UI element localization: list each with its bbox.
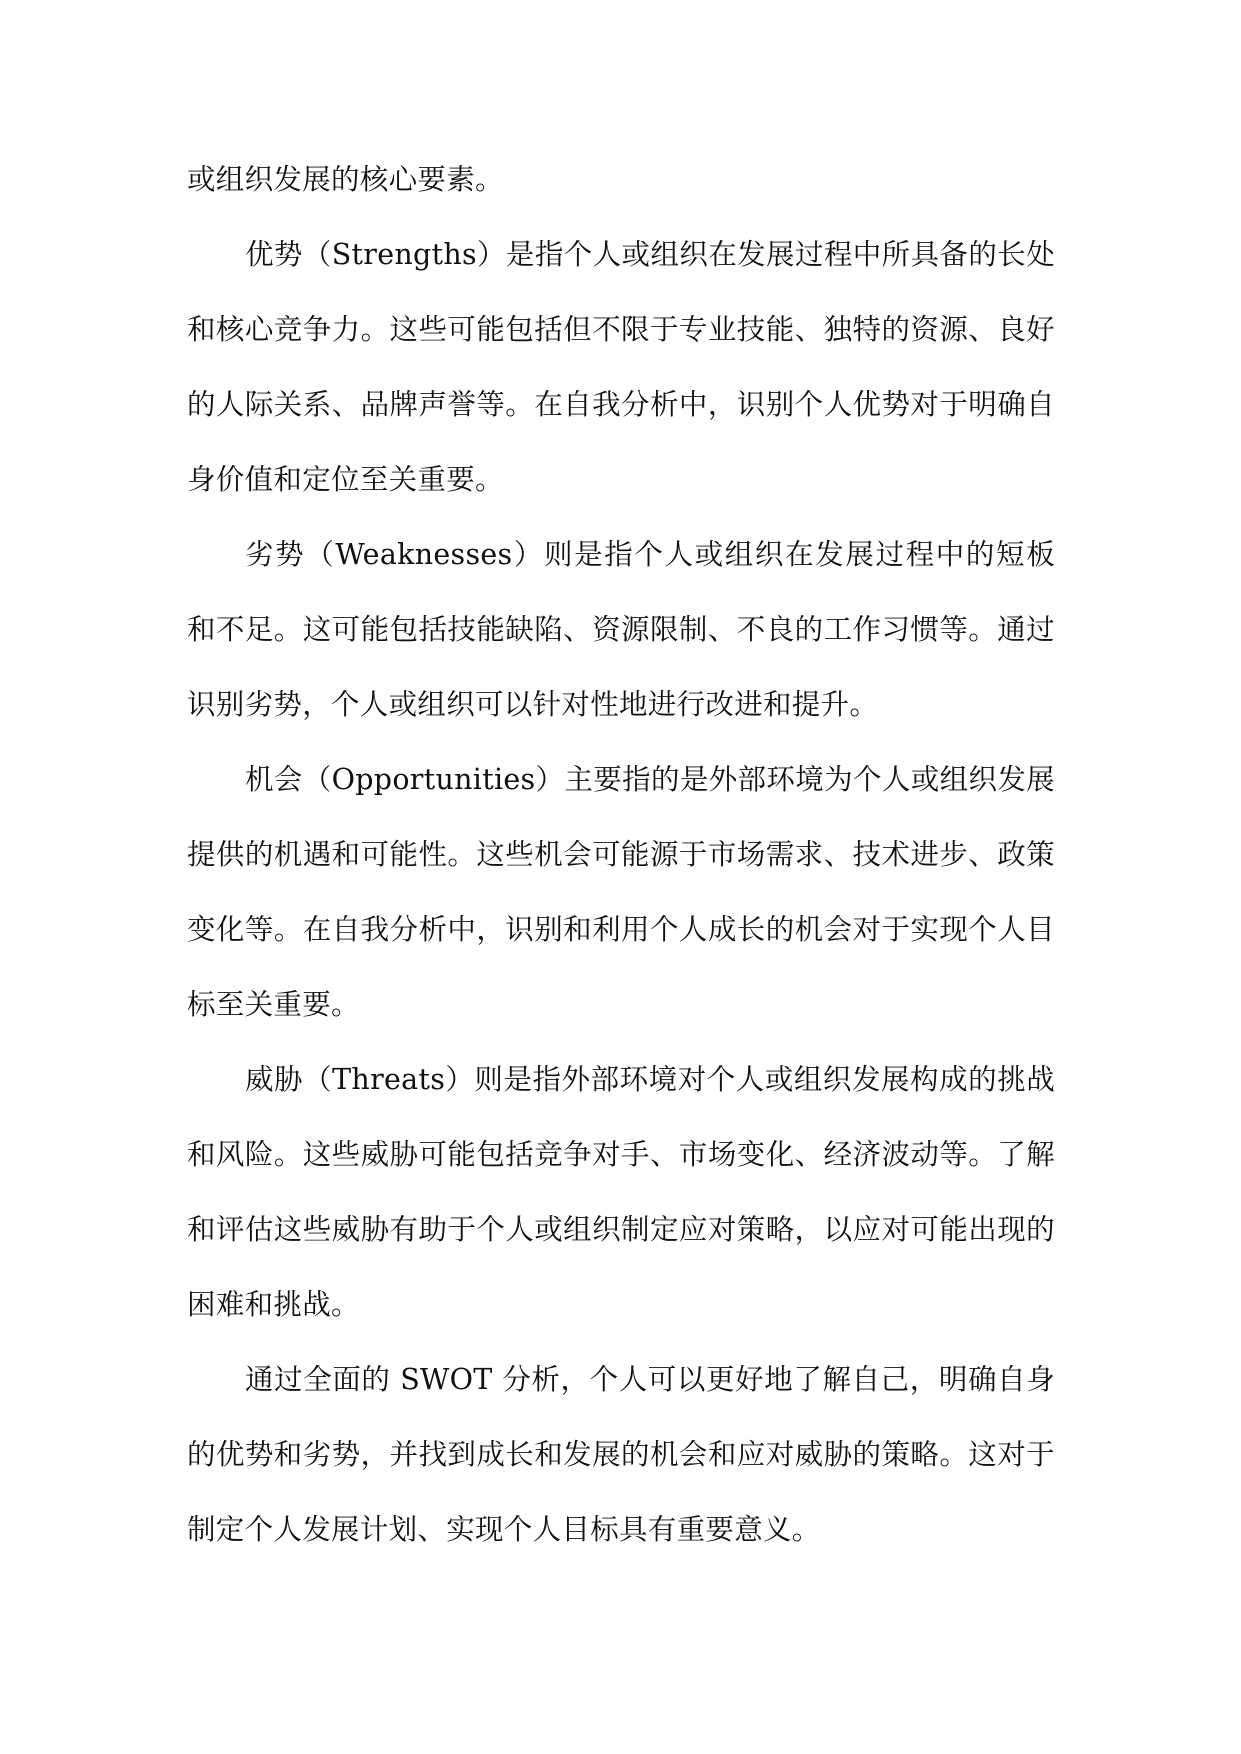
paragraph-summary: 通过全面的 SWOT 分析，个人可以更好地了解自己，明确自身的优势和劣势，并找到成长和发展的机会和应对威胁的策略。这对于制定个人发展计划、实现个人目标具有重要意义。 [187, 1363, 1055, 1546]
paragraph-threats: 威胁（Threats）则是指外部环境对个人或组织发展构成的挑战和风险。这些威胁可能包括竞争对手、市场变化、经济波动等。了解和评估这些威胁有助于个人或组织制定应对策略，以应对可能出现的困难和挑战。 [187, 1063, 1055, 1321]
paragraph-strengths: 优势（Strengths）是指个人或组织在发展过程中所具备的长处和核心竞争力。这些可能包括但不限于专业技能、独特的资源、良好的人际关系、品牌声誉等。在自我分析中，识别个人优势对于明确自身价值和定位至关重要。 [187, 238, 1055, 496]
paragraph-weaknesses: 劣势（Weaknesses）则是指个人或组织在发展过程中的短板和不足。这可能包括技能缺陷、资源限制、不良的工作习惯等。通过识别劣势，个人或组织可以针对性地进行改进和提升。 [187, 538, 1055, 721]
document-body [187, 142, 1055, 1567]
paragraph-continuation: 或组织发展的核心要素。 [187, 163, 504, 196]
paragraph-opportunities: 机会（Opportunities）主要指的是外部环境为个人或组织发展提供的机遇和可能性。这些机会可能源于市场需求、技术进步、政策变化等。在自我分析中，识别和利用个人成长的机会对于实现个人目标至关重要。 [187, 763, 1055, 1021]
